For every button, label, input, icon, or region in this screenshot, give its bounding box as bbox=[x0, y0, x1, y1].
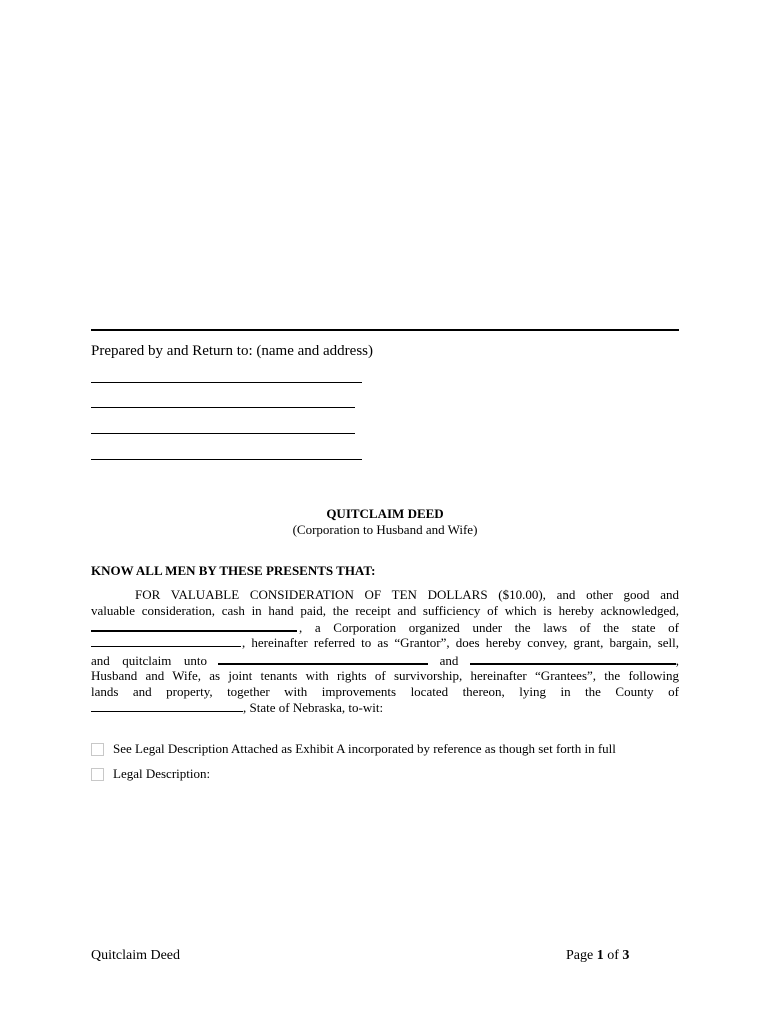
prepared-by-label: Prepared by and Return to: (name and address) bbox=[91, 343, 373, 359]
page-total: 3 bbox=[622, 948, 630, 963]
body-line-7-text: lands and property, together with improvements located thereon, lying in the County of bbox=[91, 684, 679, 699]
body-line-6 bbox=[91, 668, 679, 684]
deed-subtitle: (Corporation to Husband and Wife) bbox=[292, 522, 478, 537]
body-line-4 bbox=[91, 635, 679, 651]
grantee-2-blank[interactable] bbox=[470, 652, 676, 665]
state-blank[interactable] bbox=[91, 635, 241, 647]
page-of: of bbox=[607, 948, 619, 963]
comma-text: , bbox=[675, 653, 679, 668]
address-line-2[interactable] bbox=[91, 407, 355, 408]
body-line-8-text: , State of Nebraska, to-wit: bbox=[243, 700, 384, 715]
county-blank[interactable] bbox=[91, 700, 243, 712]
address-line-1[interactable] bbox=[91, 382, 362, 383]
grantee-2-group bbox=[470, 652, 679, 669]
legal-description-label: Legal Description: bbox=[113, 766, 211, 781]
grantor-name-blank[interactable] bbox=[91, 619, 297, 632]
and-text: and bbox=[439, 653, 459, 668]
footer-document-name: Quitclaim Deed bbox=[91, 948, 181, 963]
body-line-8 bbox=[91, 700, 679, 716]
body-line-1-text: FOR VALUABLE CONSIDERATION OF TEN DOLLARS ($10.00), and other good and bbox=[135, 587, 679, 602]
address-line-4[interactable] bbox=[91, 459, 362, 460]
exhibit-checkbox[interactable] bbox=[91, 743, 104, 756]
grantee-1-blank[interactable] bbox=[218, 652, 428, 665]
quitclaim-unto-text: and quitclaim unto bbox=[91, 653, 207, 668]
body-line-2 bbox=[91, 603, 679, 619]
footer-page-number bbox=[566, 947, 629, 965]
exhibit-option-label: See Legal Description Attached as Exhibit A incorporated by reference as though set forth in full bbox=[113, 741, 616, 756]
body-line-3 bbox=[91, 619, 679, 635]
body-line-1 bbox=[91, 587, 679, 603]
exhibit-option[interactable] bbox=[91, 741, 616, 757]
address-line-3[interactable] bbox=[91, 433, 355, 434]
body-line-2-text: valuable consideration, cash in hand paid, the receipt and sufficiency of which is hereby acknowledged, bbox=[91, 603, 679, 618]
body-line-4-text: , hereinafter referred to as “Grantor”, does hereby convey, grant, bargain, sell, bbox=[242, 635, 679, 650]
body-line-7 bbox=[91, 684, 679, 700]
deed-title: QUITCLAIM DEED bbox=[326, 506, 444, 521]
body-line-5 bbox=[91, 652, 679, 668]
legal-description-option[interactable] bbox=[91, 766, 210, 782]
page-current: 1 bbox=[596, 948, 604, 963]
know-all-heading: KNOW ALL MEN BY THESE PRESENTS THAT: bbox=[91, 563, 376, 578]
body-line-3-text: , a Corporation organized under the laws of the state of bbox=[299, 620, 679, 635]
legal-description-checkbox[interactable] bbox=[91, 768, 104, 781]
page-word: Page bbox=[566, 948, 594, 963]
top-divider bbox=[91, 329, 679, 331]
body-line-6-text: Husband and Wife, as joint tenants with rights of survivorship, hereinafter “Grantees”, the following bbox=[91, 668, 679, 683]
